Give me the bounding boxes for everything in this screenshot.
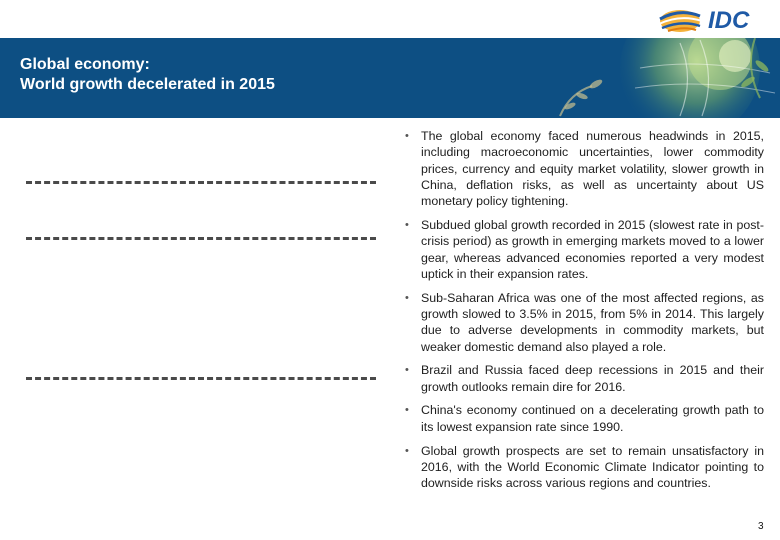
- logo-text: IDC: [708, 7, 750, 34]
- bullet-list: [404, 128, 764, 499]
- bullet-item: • Global growth prospects are set to remain unsatisfactory in 2016, with the World Economic Climate Indicator pointing to downside risks across various regions and countries.: [404, 443, 764, 492]
- page-title-line-2: World growth decelerated in 2015: [20, 76, 275, 93]
- divider-line-1: [26, 181, 376, 184]
- page-number: 3: [758, 521, 764, 532]
- bullet-item: • China's economy continued on a decelerating growth path to its lowest expansion rate since 1990.: [404, 402, 764, 435]
- page-title-line-1: Global economy:: [20, 56, 150, 73]
- divider-line-3: [26, 377, 376, 380]
- page-title: [20, 55, 275, 95]
- title-banner: [0, 38, 780, 118]
- bullet-item: • Subdued global growth recorded in 2015 (slowest rate in post-crisis period) as growth in emerging markets moved to a lower gear, whereas advanced economies reported a very modest uptick in their expansion rates.: [404, 217, 764, 282]
- idc-logo: [656, 6, 766, 36]
- divider-line-2: [26, 237, 376, 240]
- bullet-item: • Sub-Saharan Africa was one of the most affected regions, as growth slowed to 3.5% in 2015, from 5% in 2014. This largely due to adverse developments in commodity markets, but weaker domestic demand also played a role.: [404, 290, 764, 355]
- bullet-item: • The global economy faced numerous headwinds in 2015, including macroeconomic uncertainties, lower commodity prices, currency and equity market volatility, slower growth in China, deflation risks, as well as uncertainty about US monetary policy tightening.: [404, 128, 764, 209]
- bullet-item: • Brazil and Russia faced deep recessions in 2015 and their growth outlooks remain dire for 2016.: [404, 362, 764, 395]
- globe-swoosh-icon: [656, 6, 706, 36]
- decorative-globe-art: [530, 38, 780, 118]
